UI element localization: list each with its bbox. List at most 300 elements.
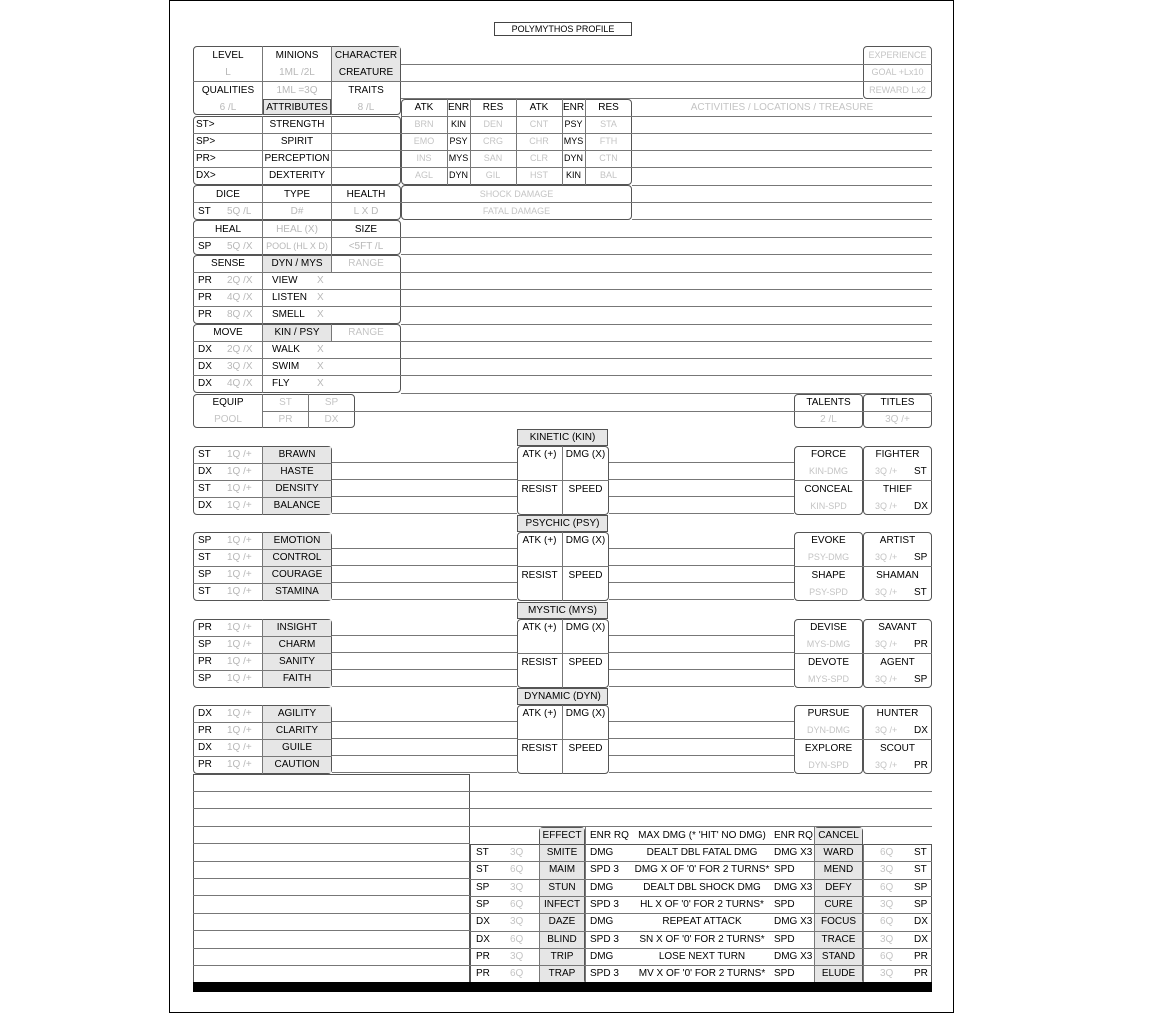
effect-rq: DMG: [590, 952, 614, 962]
effect-desc: DEALT DBL SHOCK DMG: [643, 883, 761, 893]
level-hint: L: [225, 68, 231, 78]
effect-cost: 3Q: [510, 883, 524, 893]
heal-label: HEAL: [214, 225, 242, 235]
effect-rq: DMG: [590, 883, 614, 893]
sense-x: X: [317, 310, 324, 320]
move-name: WALK: [272, 345, 300, 355]
atk-label: ATK (+): [522, 536, 557, 546]
title-2: AGENT: [880, 658, 915, 668]
titles-hint: 3Q /+: [885, 415, 910, 425]
rule-line: [609, 772, 794, 773]
skill-key: ST: [198, 484, 211, 494]
talent-1-hint: MYS-DMG: [806, 640, 851, 649]
resist-header: ATK: [414, 103, 434, 113]
resist-header: RES: [598, 103, 619, 113]
notes-box: [193, 774, 470, 984]
resist-cell: EMO: [413, 137, 435, 146]
title-2-key: ST: [914, 588, 927, 598]
title-2: THIEF: [883, 485, 912, 495]
effect-name: STUN: [548, 883, 576, 893]
move-x: X: [317, 379, 324, 389]
skill-hint: 1Q /+: [227, 450, 252, 460]
rule-line: [193, 913, 470, 914]
character-label: CHARACTER: [334, 51, 398, 61]
rule-line: [193, 480, 332, 481]
attribute-key: PR>: [196, 154, 216, 164]
rule-line: [401, 341, 932, 342]
resist-cell: PSY: [449, 137, 468, 146]
effect-rq2: SPD: [774, 900, 795, 910]
cancel-name: TRACE: [821, 935, 856, 945]
dmg-label: DMG (X): [565, 450, 606, 460]
rule-line: [193, 843, 470, 844]
skill-hint: 1Q /+: [227, 623, 252, 633]
creature-label: CREATURE: [338, 68, 394, 78]
cancel-name: WARD: [823, 848, 854, 858]
equip-label: EQUIP: [212, 398, 244, 408]
speed-label: SPEED: [568, 485, 603, 495]
sense-x: X: [317, 276, 324, 286]
rule-line: [193, 808, 470, 809]
effect-rq2: SPD: [774, 935, 795, 945]
effect-rq: SPD 3: [590, 969, 619, 979]
resist-cell: CRG: [483, 137, 503, 146]
resist-header: ENR: [562, 103, 585, 113]
move-range-label: RANGE: [348, 328, 384, 338]
rule-line: [401, 150, 632, 151]
bottom-bar: [193, 982, 932, 992]
rule-line: [401, 289, 932, 290]
title-1-hint: 3Q /+: [875, 726, 898, 735]
rule-line: [332, 565, 517, 566]
resist-header: ENR: [447, 103, 470, 113]
skill-name: STAMINA: [275, 587, 319, 597]
attribute-name: DEXTERITY: [268, 171, 326, 181]
dmg-label: DMG (X): [565, 709, 606, 719]
skill-hint: 1Q /+: [227, 570, 252, 580]
dmg-label: DMG (X): [565, 536, 606, 546]
resist-label: RESIST: [521, 571, 558, 581]
sense-name: LISTEN: [272, 293, 308, 303]
cancel-cost: 6Q: [880, 952, 894, 962]
cancel-key: PR: [914, 952, 928, 962]
sense-hint: 8Q /X: [227, 310, 253, 320]
skill-name: INSIGHT: [276, 623, 318, 633]
rule-line: [632, 167, 932, 168]
resist-cell: KIN: [450, 120, 466, 129]
sense-hint: 4Q /X: [227, 293, 253, 303]
rule-line: [193, 289, 401, 290]
attribute-name: SPIRIT: [280, 137, 314, 147]
resist-cell: FTH: [599, 137, 618, 146]
rule-line: [332, 772, 517, 773]
move-hint: 4Q /X: [227, 379, 253, 389]
atk-label: ATK (+): [522, 450, 557, 460]
equip-st: ST: [279, 398, 292, 408]
effect-key: SP: [476, 900, 490, 910]
skill-name: CLARITY: [275, 726, 319, 736]
activities-label: ACTIVITIES / LOCATIONS / TREASURE: [690, 103, 874, 113]
sense-sub-label: DYN / MYS: [263, 256, 331, 272]
type-hint: D#: [290, 207, 304, 217]
atk-label: ATK (+): [522, 709, 557, 719]
move-name: SWIM: [272, 362, 300, 372]
title-2-key: DX: [914, 502, 928, 512]
skill-key: ST: [198, 450, 211, 460]
cancel-key: ST: [914, 865, 927, 875]
sense-range-label: RANGE: [348, 259, 384, 269]
resist-cell: SAN: [483, 154, 503, 163]
heal-hint: 5Q /X: [227, 242, 253, 252]
title-2-hint: 3Q /+: [875, 761, 898, 770]
rule-line: [794, 566, 863, 567]
effect-cost: 6Q: [510, 865, 524, 875]
rule-line: [332, 513, 517, 514]
skill-hint: 1Q /+: [227, 501, 252, 511]
talent-2: SHAPE: [811, 571, 846, 581]
skill-key: DX: [198, 501, 212, 511]
rule-line: [193, 965, 470, 966]
rule-line: [609, 565, 794, 566]
rule-line: [470, 861, 932, 862]
skill-name: GUILE: [281, 743, 312, 753]
resist-cell: CLR: [529, 154, 548, 163]
atk-label: ATK (+): [522, 623, 557, 633]
title-1: HUNTER: [876, 709, 919, 719]
rule-line: [193, 463, 332, 464]
equip-dx: DX: [324, 415, 339, 425]
cancel-cost: 6Q: [880, 848, 894, 858]
talent-1-hint: PSY-DMG: [807, 553, 850, 562]
rule-line: [517, 739, 609, 740]
rule-line: [193, 549, 332, 550]
rule-line: [193, 150, 401, 151]
resist-cell: PSY: [564, 120, 583, 129]
cancel-cost: 3Q: [880, 969, 894, 979]
sense-label: SENSE: [211, 259, 245, 269]
skill-hint: 1Q /+: [227, 760, 252, 770]
effect-key: ST: [476, 865, 489, 875]
move-sub-label: KIN / PSY: [263, 325, 331, 341]
rule-line: [632, 150, 932, 151]
effect-rq2: SPD: [774, 865, 795, 875]
talent-1: PURSUE: [807, 709, 850, 719]
skill-hint: 1Q /+: [227, 536, 252, 546]
cancel-name: ELUDE: [821, 969, 856, 979]
skill-key: ST: [198, 553, 211, 563]
rule-line: [193, 722, 332, 723]
effect-rq2: DMG X3: [774, 917, 813, 927]
talent-1-hint: KIN-DMG: [809, 467, 848, 476]
rule-line: [517, 480, 609, 481]
rule-line: [332, 652, 517, 653]
cancel-cost: 6Q: [880, 917, 894, 927]
minions-hint: 1ML /2L: [279, 68, 315, 78]
skill-key: SP: [198, 674, 212, 684]
title-1-key: DX: [914, 726, 928, 736]
attribute-key: DX>: [196, 171, 216, 181]
talents-label: TALENTS: [806, 398, 851, 408]
rule-line: [193, 826, 470, 827]
effect-key: SP: [476, 883, 490, 893]
rule-vline: [585, 827, 586, 984]
sense-name: VIEW: [272, 276, 298, 286]
max-dmg-header: MAX DMG (* 'HIT' NO DMG): [638, 831, 766, 841]
rule-line: [401, 272, 932, 273]
rule-line: [470, 913, 932, 914]
resist-cell: CHR: [529, 137, 549, 146]
move-x: X: [317, 362, 324, 372]
title-2-hint: 3Q /+: [875, 502, 898, 511]
rule-line: [332, 738, 517, 739]
effect-desc: HL X OF '0' FOR 2 TURNS*: [640, 900, 764, 910]
heal-key: SP: [198, 242, 212, 252]
talent-2-hint: KIN-SPD: [810, 502, 847, 511]
rule-line: [332, 462, 517, 463]
rule-line: [193, 167, 401, 168]
talent-1: DEVISE: [810, 623, 847, 633]
rule-line: [193, 948, 470, 949]
effect-name: DAZE: [548, 917, 576, 927]
attribute-key: ST>: [196, 120, 215, 130]
rule-line: [470, 879, 932, 880]
skill-name: CAUTION: [274, 760, 320, 770]
sense-x: X: [317, 293, 324, 303]
rule-line: [863, 480, 932, 481]
cancel-cost: 6Q: [880, 883, 894, 893]
resist-cell: DYN: [563, 154, 583, 163]
move-key: DX: [198, 362, 212, 372]
rule-line: [193, 653, 332, 654]
titles-label: TITLES: [880, 398, 915, 408]
effect-cost: 6Q: [510, 969, 524, 979]
effect-name: TRIP: [550, 952, 574, 962]
rule-line: [332, 686, 517, 687]
rule-line: [332, 669, 517, 670]
skill-hint: 1Q /+: [227, 743, 252, 753]
resist-cell: INS: [416, 154, 432, 163]
skill-key: PR: [198, 760, 212, 770]
size-label: SIZE: [354, 225, 378, 235]
health-label: HEALTH: [346, 190, 386, 200]
rule-line: [863, 566, 932, 567]
resist-cell: DYN: [448, 171, 468, 180]
heal-x-label: HEAL (X): [276, 225, 318, 235]
skill-hint: 1Q /+: [227, 709, 252, 719]
rule-line: [470, 948, 932, 949]
attributes-label: ATTRIBUTES: [263, 99, 331, 115]
enr-rq-header: ENR RQ: [590, 831, 629, 841]
rule-line: [609, 462, 794, 463]
move-x: X: [317, 345, 324, 355]
energy-header: MYSTIC (MYS): [517, 602, 608, 619]
resist-cell: AGL: [414, 171, 433, 180]
speed-label: SPEED: [568, 571, 603, 581]
skill-name: DENSITY: [275, 484, 319, 494]
equip-pool-label: POOL: [214, 415, 242, 425]
skill-hint: 1Q /+: [227, 640, 252, 650]
effect-cost: 6Q: [510, 935, 524, 945]
effect-name: BLIND: [547, 935, 577, 945]
resist-cell: HST: [530, 171, 548, 180]
resist-cell: CNT: [529, 120, 549, 129]
type-label: TYPE: [283, 190, 311, 200]
rule-line: [193, 306, 401, 307]
rule-line: [193, 375, 401, 376]
rule-line: [470, 826, 932, 827]
title-2-hint: 3Q /+: [875, 675, 898, 684]
effect-desc: MV X OF '0' FOR 2 TURNS*: [638, 969, 766, 979]
skill-name: CHARM: [278, 640, 316, 650]
rule-line: [863, 653, 932, 654]
resist-header: ATK: [529, 103, 549, 113]
title-1-hint: 3Q /+: [875, 553, 898, 562]
skill-hint: 1Q /+: [227, 674, 252, 684]
resist-cell: CTN: [599, 154, 618, 163]
skill-hint: 1Q /+: [227, 657, 252, 667]
resist-cell: KIN: [565, 171, 581, 180]
cancel-name: MEND: [823, 865, 854, 875]
resist-cell: BRN: [414, 120, 434, 129]
skill-key: PR: [198, 726, 212, 736]
rule-line: [609, 669, 794, 670]
resist-cell: MYS: [448, 154, 469, 163]
dmg-label: DMG (X): [565, 623, 606, 633]
rule-line: [609, 599, 794, 600]
rule-line: [609, 635, 794, 636]
dice-hint: 5Q /L: [227, 207, 252, 217]
rule-line: [193, 791, 470, 792]
talent-2-hint: DYN-SPD: [808, 761, 849, 770]
skill-name: EMOTION: [273, 536, 321, 546]
effect-rq2: SPD: [774, 969, 795, 979]
rule-line: [332, 635, 517, 636]
size-hint: <5FT /L: [348, 242, 384, 252]
energy-header: PSYCHIC (PSY): [517, 515, 608, 532]
effect-cost: 3Q: [510, 952, 524, 962]
rule-line: [609, 755, 794, 756]
rule-line: [609, 721, 794, 722]
rule-line: [193, 670, 332, 671]
resist-cell: DEN: [483, 120, 503, 129]
experience-label: EXPERIENCE: [868, 51, 927, 60]
talent-2-hint: PSY-SPD: [809, 588, 848, 597]
resist-cell: MYS: [563, 137, 584, 146]
effect-key: PR: [476, 969, 490, 979]
cancel-name: FOCUS: [821, 917, 856, 927]
move-key: DX: [198, 345, 212, 355]
fatal-damage-label: FATAL DAMAGE: [482, 207, 551, 216]
resist-label: RESIST: [521, 485, 558, 495]
cancel-key: PR: [914, 969, 928, 979]
minions-label: MINIONS: [275, 51, 319, 61]
resist-label: RESIST: [521, 658, 558, 668]
rule-line: [193, 566, 332, 567]
effect-rq: SPD 3: [590, 900, 619, 910]
title-2-key: PR: [914, 761, 928, 771]
effect-rq: DMG: [590, 917, 614, 927]
talent-2: DEVOTE: [807, 658, 850, 668]
sense-key: PR: [198, 276, 212, 286]
effect-name: INFECT: [543, 900, 581, 910]
attribute-name: STRENGTH: [269, 120, 325, 130]
skill-name: CONTROL: [272, 553, 322, 563]
dice-key: ST: [198, 207, 211, 217]
rule-line: [401, 167, 632, 168]
rule-line: [193, 497, 332, 498]
talent-1: EVOKE: [811, 536, 846, 546]
skill-name: FAITH: [282, 674, 312, 684]
effect-name: TRAP: [548, 969, 576, 979]
cancel-key: SP: [914, 900, 928, 910]
traits-label: TRAITS: [348, 86, 384, 96]
skill-name: SANITY: [278, 657, 316, 667]
skill-key: PR: [198, 657, 212, 667]
skill-key: PR: [198, 623, 212, 633]
talent-2: CONCEAL: [804, 485, 853, 495]
move-hint: 2Q /X: [227, 345, 253, 355]
sense-key: PR: [198, 310, 212, 320]
rule-line: [794, 653, 863, 654]
effect-desc: REPEAT ATTACK: [662, 917, 742, 927]
rule-line: [401, 375, 932, 376]
profile-sheet: [169, 0, 954, 1013]
rule-line: [632, 202, 932, 203]
effect-rq: SPD 3: [590, 935, 619, 945]
move-key: DX: [198, 379, 212, 389]
rule-line: [401, 306, 932, 307]
effect-key: PR: [476, 952, 490, 962]
rule-line: [193, 895, 470, 896]
rule-line: [193, 739, 332, 740]
rule-line: [193, 878, 470, 879]
talent-2-hint: MYS-SPD: [807, 675, 849, 684]
rule-line: [193, 583, 332, 584]
effect-rq: DMG: [590, 848, 614, 858]
resist-label: RESIST: [521, 744, 558, 754]
cancel-key: DX: [914, 917, 928, 927]
effect-key: DX: [476, 917, 490, 927]
skill-key: SP: [198, 570, 212, 580]
cancel-cost: 3Q: [880, 900, 894, 910]
effect-cost: 3Q: [510, 848, 524, 858]
effect-rq: SPD 3: [590, 865, 619, 875]
skill-name: AGILITY: [277, 709, 317, 719]
rule-line: [470, 965, 932, 966]
rule-line: [401, 116, 632, 117]
talent-1-hint: DYN-DMG: [807, 726, 850, 735]
energy-header: KINETIC (KIN): [517, 429, 608, 446]
title-1-key: PR: [914, 640, 928, 650]
rule-line: [470, 808, 932, 809]
rule-line: [193, 930, 470, 931]
attribute-name: PERCEPTION: [264, 154, 330, 164]
rule-line: [609, 686, 794, 687]
rule-line: [609, 652, 794, 653]
cancel-name: CURE: [824, 900, 853, 910]
skill-hint: 1Q /+: [227, 467, 252, 477]
rule-line: [332, 599, 517, 600]
effect-rq2: DMG X3: [774, 848, 813, 858]
reward-label: REWARD Lx2: [869, 86, 926, 95]
rule-line: [632, 116, 932, 117]
skill-hint: 1Q /+: [227, 726, 252, 736]
sense-hint: 2Q /X: [227, 276, 253, 286]
rule-line: [794, 480, 863, 481]
resist-cell: STA: [600, 120, 617, 129]
move-label: MOVE: [213, 328, 243, 338]
title-1-hint: 3Q /+: [875, 640, 898, 649]
